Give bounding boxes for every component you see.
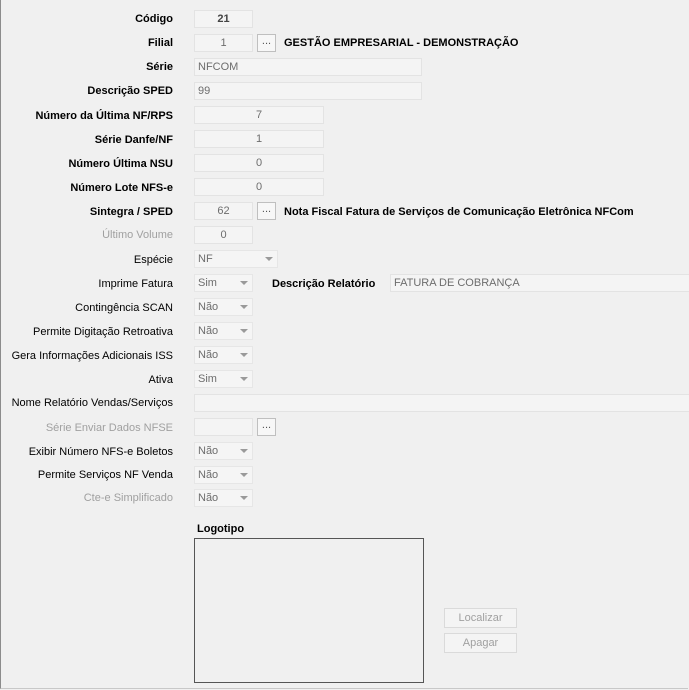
sintegra-lookup-button[interactable] [257, 202, 276, 220]
cte-simplificado-select[interactable]: Não [194, 489, 253, 507]
imprime-fatura-select[interactable]: Sim [194, 274, 253, 292]
apagar-button[interactable]: Apagar [444, 633, 517, 653]
filial-label: Filial [147, 37, 173, 49]
contingencia-scan-select[interactable]: Não [194, 298, 253, 316]
gera-info-iss-label: Gera Informações Adicionais ISS [11, 350, 173, 362]
descricao-relatorio-field[interactable]: FATURA DE COBRANÇA [390, 274, 689, 292]
filial-field[interactable]: 1 [194, 34, 253, 52]
especie-label: Espécie [133, 254, 173, 266]
numero-ultima-nf-field[interactable]: 7 [194, 106, 324, 124]
nome-relatorio-label: Nome Relatório Vendas/Serviços [11, 397, 173, 409]
chevron-down-icon [240, 377, 248, 381]
codigo-label: Código [135, 13, 173, 25]
imprime-fatura-label: Imprime Fatura [98, 278, 173, 290]
sintegra-sped-label: Sintegra / SPED [89, 206, 173, 218]
serie-enviar-nfse-label: Série Enviar Dados NFSE [45, 422, 173, 434]
serie-label: Série [146, 61, 173, 73]
ativa-select[interactable]: Sim [194, 370, 253, 388]
serie-field[interactable]: NFCOM [194, 58, 422, 76]
serie-danfe-field[interactable]: 1 [194, 130, 324, 148]
exibir-numero-nfse-select[interactable]: Não [194, 442, 253, 460]
chevron-down-icon [240, 353, 248, 357]
ultimo-volume-label: Último Volume [102, 229, 173, 241]
permite-digitacao-label: Permite Digitação Retroativa [32, 326, 173, 338]
codigo-field[interactable]: 21 [194, 10, 253, 28]
descricao-relatorio-label: Descrição Relatório [272, 278, 376, 290]
serie-enviar-lookup-button[interactable] [257, 418, 276, 436]
especie-select[interactable]: NF [194, 250, 278, 268]
numero-lote-nfse-field[interactable]: 0 [194, 178, 324, 196]
ellipsis-icon: ... [261, 35, 272, 47]
chevron-down-icon [265, 257, 273, 261]
filial-description: GESTÃO EMPRESARIAL - DEMONSTRAÇÃO [284, 37, 519, 49]
chevron-down-icon [240, 329, 248, 333]
localizar-button[interactable]: Localizar [444, 608, 517, 628]
chevron-down-icon [240, 496, 248, 500]
chevron-down-icon [240, 305, 248, 309]
ellipsis-icon: ... [261, 203, 272, 215]
ellipsis-icon: ... [261, 419, 272, 431]
permite-servicos-select[interactable]: Não [194, 466, 253, 484]
logotipo-image-area[interactable] [194, 538, 424, 683]
descricao-sped-field[interactable]: 99 [194, 82, 422, 100]
permite-digitacao-select[interactable]: Não [194, 322, 253, 340]
numero-ultima-nsu-field[interactable]: 0 [194, 154, 324, 172]
nome-relatorio-field[interactable] [194, 394, 689, 412]
logotipo-label: Logotipo [197, 523, 245, 535]
descricao-sped-label: Descrição SPED [87, 85, 173, 97]
numero-ultima-nsu-label: Número Última NSU [68, 158, 173, 170]
serie-enviar-nfse-field[interactable] [194, 418, 253, 436]
chevron-down-icon [240, 449, 248, 453]
ativa-label: Ativa [148, 374, 173, 386]
permite-servicos-label: Permite Serviços NF Venda [37, 469, 173, 481]
numero-ultima-nf-label: Número da Última NF/RPS [35, 110, 173, 122]
ultimo-volume-field[interactable]: 0 [194, 226, 253, 244]
cte-simplificado-label: Cte-e Simplificado [83, 492, 173, 504]
serie-danfe-label: Série Danfe/NF [94, 134, 173, 146]
chevron-down-icon [240, 281, 248, 285]
filial-lookup-button[interactable] [257, 34, 276, 52]
sintegra-description: Nota Fiscal Fatura de Serviços de Comunicação Eletrônica NFCom [284, 206, 634, 218]
chevron-down-icon [240, 473, 248, 477]
contingencia-scan-label: Contingência SCAN [75, 302, 173, 314]
numero-lote-nfse-label: Número Lote NFS-e [70, 182, 173, 194]
gera-info-iss-select[interactable]: Não [194, 346, 253, 364]
exibir-numero-nfse-label: Exibir Número NFS-e Boletos [28, 446, 173, 458]
sintegra-sped-field[interactable]: 62 [194, 202, 253, 220]
